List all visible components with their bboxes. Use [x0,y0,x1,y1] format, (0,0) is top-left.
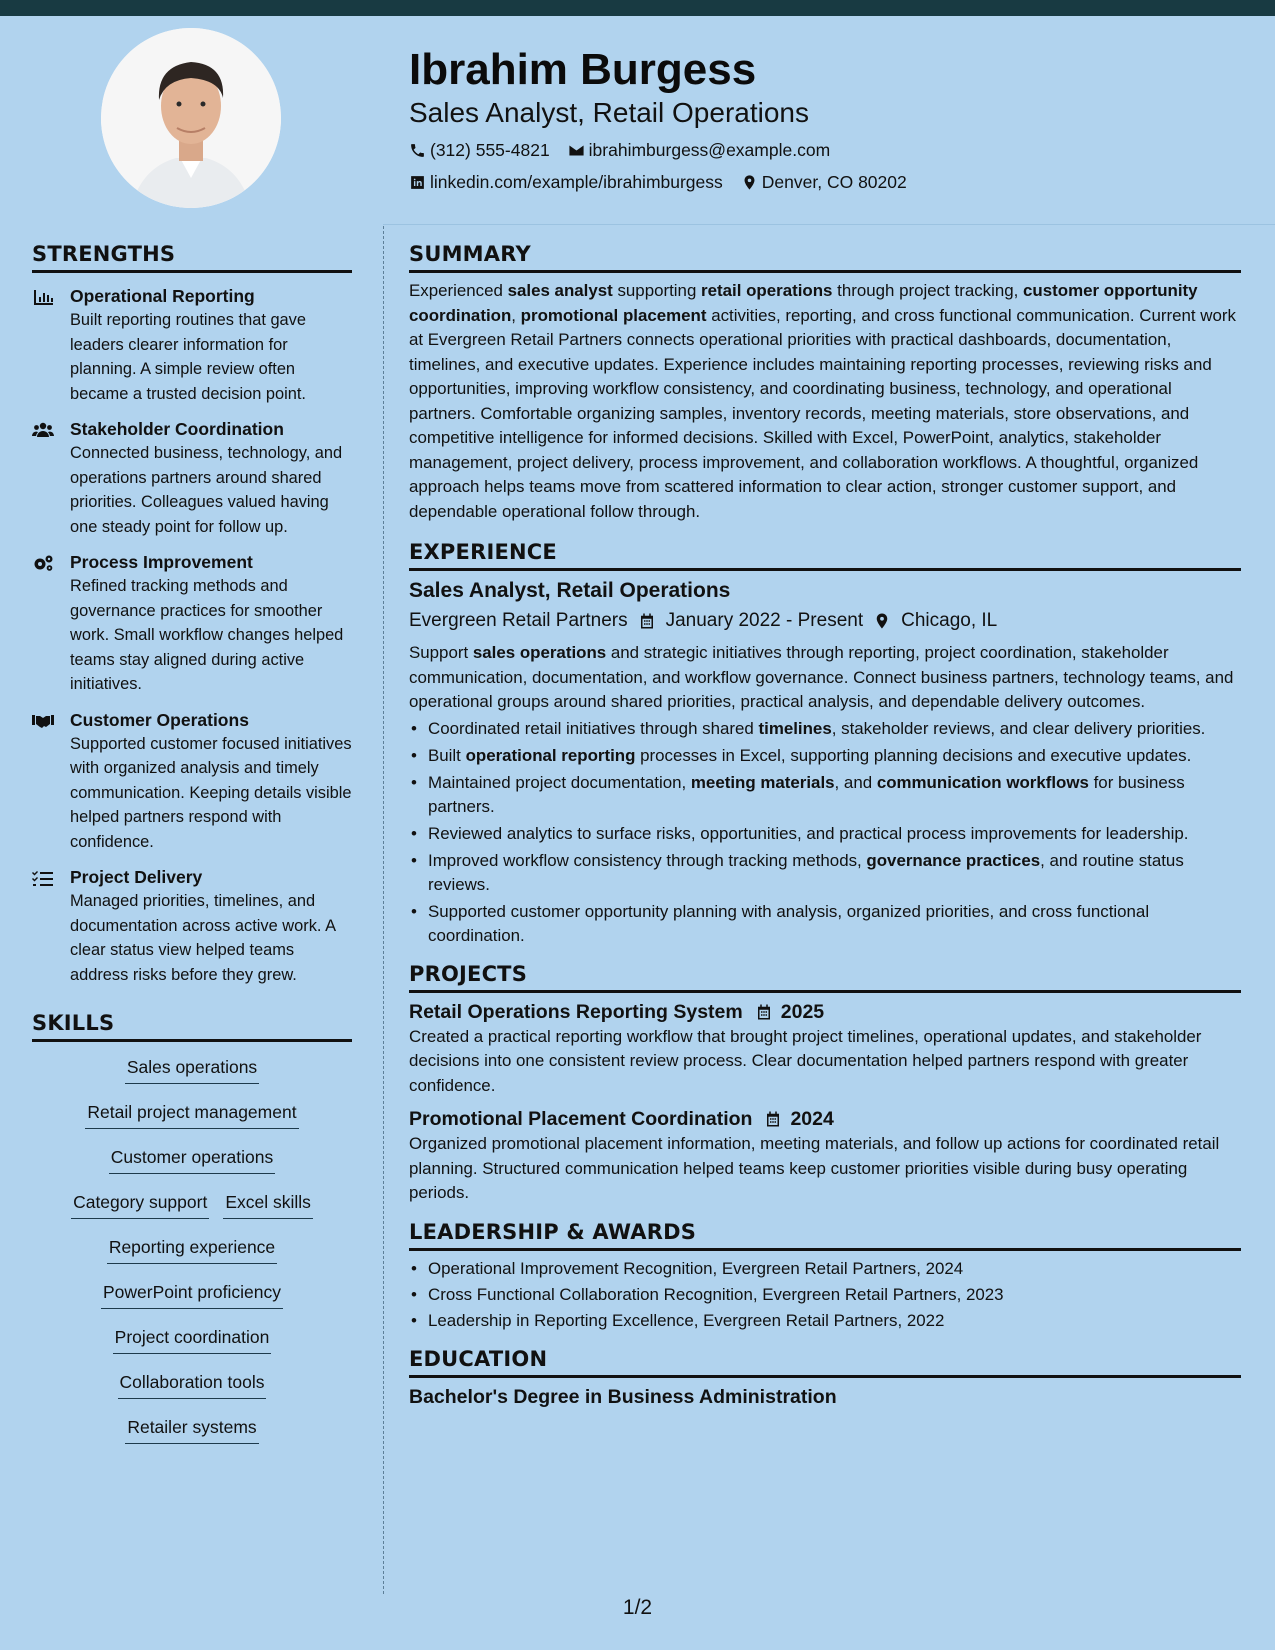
resume-header [409,44,1239,194]
project-title: Promotional Placement Coordination [409,1108,753,1130]
skill-tag: Retail project management [85,1097,298,1129]
summary-heading: SUMMARY [409,240,1241,273]
contact-row-2 [409,170,1239,194]
strength-item [32,709,352,855]
strength-title: Operational Reporting [70,286,255,306]
skill-row [125,1052,259,1097]
job-bullet-text: Improved workflow consistency through tracking methods, [428,850,867,870]
list-check-icon [32,869,54,887]
job-bullet-text: Coordinated retail initiatives through shared [428,718,759,738]
calendar-icon [764,1110,782,1128]
linkedin-icon [409,174,426,191]
skill-row [71,1187,313,1232]
job-bullet [409,744,1241,768]
job-bullet [409,771,1241,819]
column-divider [383,226,384,1594]
experience-heading: EXPERIENCE [409,538,1241,571]
strength-item [32,285,352,406]
strength-item [32,418,352,539]
users-icon [32,421,54,439]
email-text[interactable]: ibrahimburgess@example.com [588,140,831,160]
candidate-name: Ibrahim Burgess [409,45,757,94]
job-intro-emphasis: sales operations [472,643,607,662]
job-bullet [409,849,1241,897]
job-bullets [409,717,1241,948]
contact-row-1 [409,138,1239,162]
summary-text: supporting [612,281,702,300]
summary-text [409,279,1241,524]
awards-list [409,1257,1241,1333]
job-bullet-text: Supported customer opportunity planning with analysis, organized priorities, and cross functional coordination. [428,901,1150,945]
profile-photo [101,28,281,208]
handshake-icon [32,712,54,730]
job-title: Sales Analyst, Retail Operations [409,579,731,602]
award-item: • Cross Functional Collaboration Recognition, Evergreen Retail Partners, 2023 [409,1283,1241,1307]
summary-text: activities, reporting, and cross functional communication. Current work at Evergreen Retail Partners connects operational priorities with practical dashboards, documentation, timelines, and executive updates. Experience includes maintaining reporting processes, reviewing risks and opportunities, improving workflow consistency, and coordinating business, technology, and operational partners. Comfortable organizing samples, inventory records, meeting materials, store observations, and competitive intelligence for informed decisions. Skilled with Excel, PowerPoint, analytics, stakeholder management, project delivery, process improvement, and collaboration workflows. A thoughtful, organized approach helps teams move from scattered information to clear action, stronger customer support, and dependable operational follow through. [409,305,1236,521]
skill-tag: Sales operations [125,1052,259,1084]
skills-heading: SKILLS [32,1009,352,1042]
skill-row [118,1367,267,1412]
phone-text: (312) 555-4821 [430,140,550,160]
strength-title: Process Improvement [70,552,253,572]
skill-tag: PowerPoint proficiency [101,1277,283,1309]
skill-tag: Category support [71,1187,209,1219]
strength-item [32,866,352,987]
skill-tag: Reporting experience [107,1232,277,1264]
award-item: • Operational Improvement Recognition, Evergreen Retail Partners, 2024 [409,1257,1241,1281]
project-desc: Organized promotional placement information, meeting materials, and follow up actions for coordinated retail planning. Structured communication helped teams keep customer priorities visible during busy operating periods. [409,1134,1220,1202]
skill-row [113,1322,272,1367]
strength-desc: Managed priorities, timelines, and documentation across active work. A clear status view helped teams address risks before they grew. [70,892,336,984]
project-title-row [409,999,1241,1025]
job-bullet-emphasis: operational reporting [465,745,636,765]
skill-row [125,1412,258,1457]
job-bullet-text: , and [834,772,877,792]
education-section [409,1345,1241,1410]
job-bullet-text: Maintained project documentation, [428,772,691,792]
experience-section [409,538,1241,948]
job-bullet-emphasis: meeting materials [690,772,835,792]
job-bullet-text: , and routine status reviews. [428,850,1184,894]
candidate-title: Sales Analyst, Retail Operations [409,97,809,128]
strength-desc: Built reporting routines that gave leaders clearer information for planning. A simple review often became a trusted decision point. [70,311,306,403]
right-column [409,240,1241,1410]
envelope-icon [568,142,585,159]
email-item[interactable] [568,138,830,162]
projects-section [409,960,1241,1206]
skill-tag: Project coordination [113,1322,272,1354]
skill-row [107,1232,277,1277]
location-item [741,170,907,194]
skill-row [109,1142,275,1187]
linkedin-item[interactable] [409,170,723,194]
skills-list [32,1052,352,1457]
project-year: 2025 [780,1000,825,1023]
job-bullet-text: Reviewed analytics to surface risks, opportunities, and practical process improvements for leadership. [428,823,1189,843]
job-intro-text: and strategic initiatives through reporting, project coordination, stakeholder communication, documentation, and workflow governance. Connect business partners, technology teams, and operational groups around shared priorities, practical analysis, and dependable delivery outcomes. [409,643,1234,711]
strength-desc: Connected business, technology, and operations partners around shared priorities. Colleagues valued having one steady point for follow up. [70,444,343,536]
skill-tag: Customer operations [109,1142,275,1174]
chart-bar-icon [32,288,54,306]
skill-tag: Collaboration tools [118,1367,267,1399]
job-intro-text: Support [409,643,473,662]
strength-item [32,551,352,697]
summary-emphasis: sales analyst [507,281,613,300]
job-bullet-emphasis: governance practices [866,850,1041,870]
summary-emphasis: promotional placement [520,305,707,325]
strength-title: Customer Operations [70,709,249,730]
job-meta [409,607,1241,635]
projects-heading: PROJECTS [409,960,1241,993]
strength-title: Project Delivery [70,867,203,887]
gears-icon [32,554,54,572]
calendar-icon [638,612,656,630]
calendar-icon [755,1003,773,1021]
education-degree: Bachelor's Degree in Business Administration [409,1385,837,1408]
job-bullet-text: processes in Excel, supporting planning decisions and executive updates. [635,745,1192,765]
strength-desc: Refined tracking methods and governance practices for smoother work. Small workflow changes helped teams stay aligned during active initiatives. [70,577,344,693]
summary-emphasis: retail operations [701,281,833,300]
summary-text: , [511,305,521,325]
education-heading: EDUCATION [409,1345,1241,1378]
skill-tag: Excel skills [223,1187,313,1219]
strength-desc: Supported customer focused initiatives with organized analysis and timely communication. Keeping details visible helped partners respond with confidence. [70,734,352,851]
skill-row [85,1097,298,1142]
project-title-row [409,1106,1241,1132]
location-pin-icon [741,174,758,191]
page-number: 1/2 [622,1596,653,1619]
job-bullet-emphasis: timelines [758,718,832,738]
job-dates: January 2022 - Present [665,610,864,631]
project-desc: Created a practical reporting workflow that brought project timelines, operational updates, and stakeholder decisions into one consistent review process. Clear documentation helped partners respond with greater confidence. [409,1026,1202,1095]
strength-title: Stakeholder Coordination [70,419,284,439]
project-title: Retail Operations Reporting System [409,1000,743,1023]
job-bullet [409,717,1241,741]
linkedin-text[interactable]: linkedin.com/example/ibrahimburgess [430,172,723,192]
phone-item [409,138,550,162]
strengths-list [32,285,352,987]
job-bullet-text: Built [428,745,466,765]
awards-section [409,1218,1241,1333]
job-intro [409,641,1241,715]
location-pin-icon [873,612,891,630]
top-bar [0,0,1275,16]
awards-heading: LEADERSHIP & AWARDS [409,1218,1241,1251]
job-bullet-emphasis: communication workflows [876,772,1089,792]
strengths-heading: STRENGTHS [32,240,352,273]
skill-tag: Retailer systems [125,1412,258,1444]
skill-row [101,1277,283,1322]
job-bullet-text: , stakeholder reviews, and clear delivery priorities. [831,718,1206,738]
job-bullet [409,822,1241,846]
summary-text: through project tracking, [832,281,1024,300]
header-divider [383,224,1275,225]
location-text: Denver, CO 80202 [761,172,907,192]
job-location: Chicago, IL [901,610,998,631]
summary-text: Experienced [409,281,508,300]
company-name: Evergreen Retail Partners [409,610,628,631]
job-bullet-text: for business partners. [428,772,1185,816]
project-year: 2024 [790,1108,834,1130]
job-bullet [409,900,1241,948]
left-column [32,240,352,1457]
award-item: • Leadership in Reporting Excellence, Evergreen Retail Partners, 2022 [409,1309,1241,1333]
summary-emphasis: customer opportunity coordination [409,281,1198,325]
phone-icon [409,142,426,159]
